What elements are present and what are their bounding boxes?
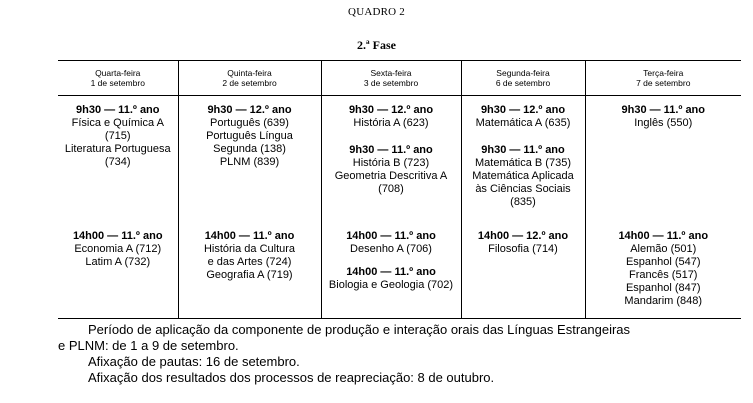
day-cell-monday xyxy=(461,96,585,319)
exam-subject: História da Cultura xyxy=(203,243,296,255)
exam-subject: Desenho A (706) xyxy=(350,243,432,255)
date-label: 6 de setembro xyxy=(495,78,551,88)
exam-time: 9h30 — 11.º ano xyxy=(621,104,705,116)
day-cell-friday xyxy=(321,96,461,319)
exam-time: 9h30 — 11.º ano xyxy=(481,144,565,156)
note-text: Afixação dos resultados dos processos de reapreciação: 8 de outubro. xyxy=(88,370,495,385)
schedule-body-row xyxy=(58,96,741,319)
exam-block xyxy=(179,104,321,169)
exam-subject: Literatura Portuguesa xyxy=(64,143,171,155)
exam-subject: Geometria Descritiva A xyxy=(334,170,448,182)
exam-block xyxy=(58,230,178,269)
date-label: 3 de setembro xyxy=(363,78,419,88)
day-header-wednesday xyxy=(58,61,178,96)
note-reappraisal xyxy=(58,370,741,386)
note-oral-component xyxy=(58,322,741,338)
exam-subject: Mandarim (848) xyxy=(624,295,703,307)
note-text: Afixação de pautas: 16 de setembro. xyxy=(88,354,300,369)
exam-block xyxy=(322,144,461,196)
note-pautas xyxy=(58,354,741,370)
exam-block xyxy=(586,104,742,130)
exam-subject: Espanhol (847) xyxy=(625,282,701,294)
exam-subject: e das Artes (724) xyxy=(207,256,292,268)
table-header-row xyxy=(58,61,741,96)
exam-subject: (734) xyxy=(104,156,131,168)
day-header-friday xyxy=(321,61,461,96)
weekday-label: Terça-feira xyxy=(643,68,684,78)
exam-time: 9h30 — 11.º ano xyxy=(76,104,160,116)
exam-block xyxy=(179,230,321,282)
exam-subject: às Ciências Sociais xyxy=(475,183,571,195)
exam-subject: História B (723) xyxy=(352,157,430,169)
exam-subject: Biologia e Geologia (702) xyxy=(328,279,454,291)
exam-subject: Segunda (138) xyxy=(213,143,286,155)
notes-section xyxy=(58,322,741,386)
exam-subject: Inglês (550) xyxy=(634,117,693,129)
exam-block xyxy=(322,230,461,256)
weekday-label: Quinta-feira xyxy=(227,68,272,78)
weekday-label: Quarta-feira xyxy=(95,68,141,78)
exam-subject: Matemática B (735) xyxy=(475,157,571,169)
exam-block xyxy=(462,144,585,209)
day-header-monday xyxy=(461,61,585,96)
exam-block xyxy=(58,104,178,169)
exam-subject: Português (639) xyxy=(210,117,289,129)
exam-time: 9h30 — 12.º ano xyxy=(348,104,434,116)
exam-subject: (708) xyxy=(378,183,404,195)
date-label: 7 de setembro xyxy=(636,78,691,88)
fase-title: 2.ª Fase xyxy=(357,38,396,52)
exam-time: 9h30 — 12.º ano xyxy=(480,104,566,116)
exam-time: 14h00 — 11.º ano xyxy=(72,230,163,242)
exam-block xyxy=(322,104,461,130)
exam-time: 14h00 — 11.º ano xyxy=(346,266,436,278)
exam-block xyxy=(322,266,461,292)
day-cell-tuesday xyxy=(585,96,741,319)
exam-subject: História A (623) xyxy=(353,117,429,129)
exam-subject: Latim A (732) xyxy=(85,256,151,268)
exam-time: 14h00 — 11.º ano xyxy=(618,230,709,242)
date-label: 2 de setembro xyxy=(222,78,277,88)
exam-block xyxy=(462,230,585,256)
exam-subject: (835) xyxy=(510,196,536,208)
day-cell-wednesday xyxy=(58,96,178,319)
exam-subject: (715) xyxy=(104,130,131,142)
exam-time: 9h30 — 11.º ano xyxy=(349,144,433,156)
day-cell-thursday xyxy=(178,96,321,319)
exam-subject: Física e Química A xyxy=(71,117,164,129)
date-label: 1 de setembro xyxy=(90,78,145,88)
exam-time: 14h00 — 11.º ano xyxy=(204,230,295,242)
exam-subject: Francês (517) xyxy=(629,269,698,281)
weekday-label: Segunda-feira xyxy=(496,68,550,78)
exam-subject: Matemática A (635) xyxy=(475,117,571,129)
exam-subject: Geografia A (719) xyxy=(206,269,293,281)
weekday-label: Sexta-feira xyxy=(370,68,412,78)
note-oral-component-continued xyxy=(58,338,741,354)
day-header-tuesday xyxy=(585,61,741,96)
exam-time: 14h00 — 11.º ano xyxy=(346,230,436,242)
quadro-title: QUADRO 2 xyxy=(348,6,405,18)
exam-subject: Matemática Aplicada xyxy=(472,170,574,182)
exam-block xyxy=(462,104,585,130)
exam-time: 9h30 — 12.º ano xyxy=(207,104,292,116)
exam-block xyxy=(586,230,742,308)
note-text: Período de aplicação da componente de produção e interação orais das Línguas Estrangeiras xyxy=(88,322,631,337)
exam-subject: Alemão (501) xyxy=(630,243,697,255)
exam-subject: Espanhol (547) xyxy=(625,256,701,268)
exam-subject: Português Língua xyxy=(206,130,293,142)
exam-subject: PLNM (839) xyxy=(219,156,280,168)
exam-subject: Filosofia (714) xyxy=(488,243,558,255)
exam-subject: Economia A (712) xyxy=(74,243,162,255)
exam-schedule-table xyxy=(58,60,741,319)
note-text: e PLNM: de 1 a 9 de setembro. xyxy=(58,338,239,353)
exam-time: 14h00 — 12.º ano xyxy=(477,230,569,242)
day-header-thursday xyxy=(178,61,321,96)
